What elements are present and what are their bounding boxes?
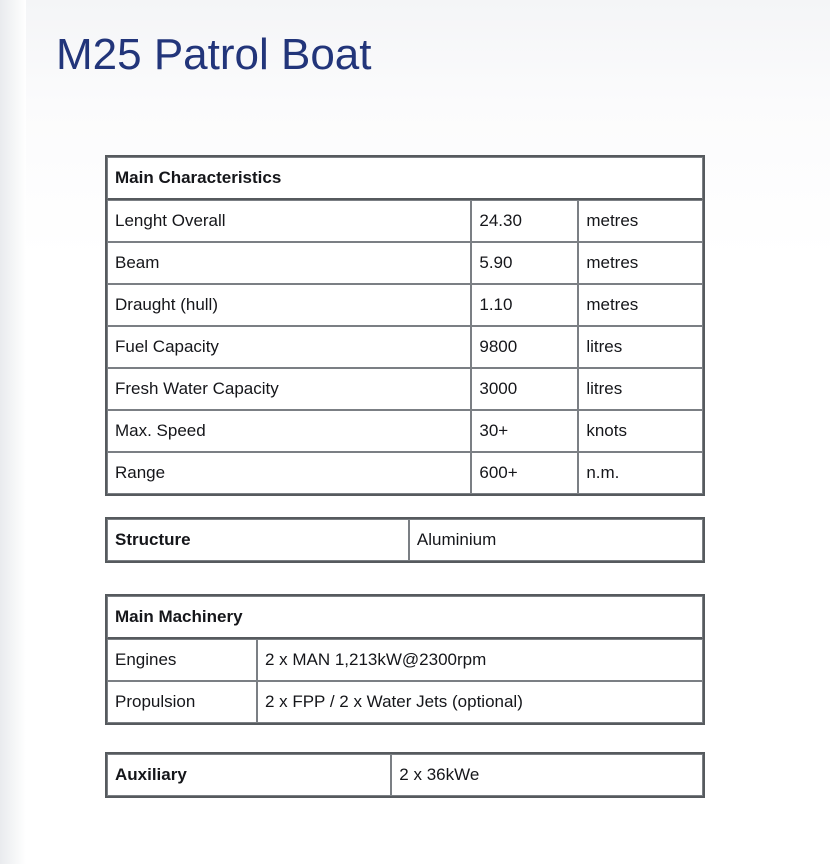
row-value: 5.90 [471,242,578,284]
row-unit: litres [578,368,703,410]
row-unit: metres [578,242,703,284]
row-label: Engines [107,639,257,681]
structure-header: Structure [107,519,409,561]
main-machinery-header: Main Machinery [107,596,703,639]
table-row [107,284,703,326]
table-row [107,410,703,452]
row-label: Draught (hull) [107,284,471,326]
row-value: 3000 [471,368,578,410]
table-row [107,639,703,681]
table-row [107,754,703,796]
main-characteristics-header: Main Characteristics [107,157,703,200]
row-label: Fresh Water Capacity [107,368,471,410]
row-label: Fuel Capacity [107,326,471,368]
row-value: 2 x FPP / 2 x Water Jets (optional) [257,681,703,723]
row-label: Range [107,452,471,494]
row-label: Max. Speed [107,410,471,452]
table-row [107,519,703,561]
structure-value: Aluminium [409,519,703,561]
row-unit: metres [578,200,703,242]
auxiliary-table [105,752,705,798]
row-label: Propulsion [107,681,257,723]
page-title: M25 Patrol Boat [56,30,372,79]
row-unit: litres [578,326,703,368]
table-row [107,326,703,368]
main-machinery-table [105,594,705,725]
row-value: 600+ [471,452,578,494]
row-value: 30+ [471,410,578,452]
row-value: 1.10 [471,284,578,326]
row-unit: n.m. [578,452,703,494]
table-row [107,452,703,494]
row-value: 9800 [471,326,578,368]
auxiliary-header: Auxiliary [107,754,391,796]
table-row [107,200,703,242]
table-row [107,368,703,410]
table-header-row [107,157,703,200]
page-left-shading [0,0,26,864]
row-label: Beam [107,242,471,284]
auxiliary-value: 2 x 36kWe [391,754,703,796]
row-value: 2 x MAN 1,213kW@2300rpm [257,639,703,681]
table-header-row [107,596,703,639]
table-row [107,681,703,723]
table-row [107,242,703,284]
row-unit: metres [578,284,703,326]
row-label: Lenght Overall [107,200,471,242]
row-value: 24.30 [471,200,578,242]
main-characteristics-table [105,155,705,496]
structure-table [105,517,705,563]
row-unit: knots [578,410,703,452]
